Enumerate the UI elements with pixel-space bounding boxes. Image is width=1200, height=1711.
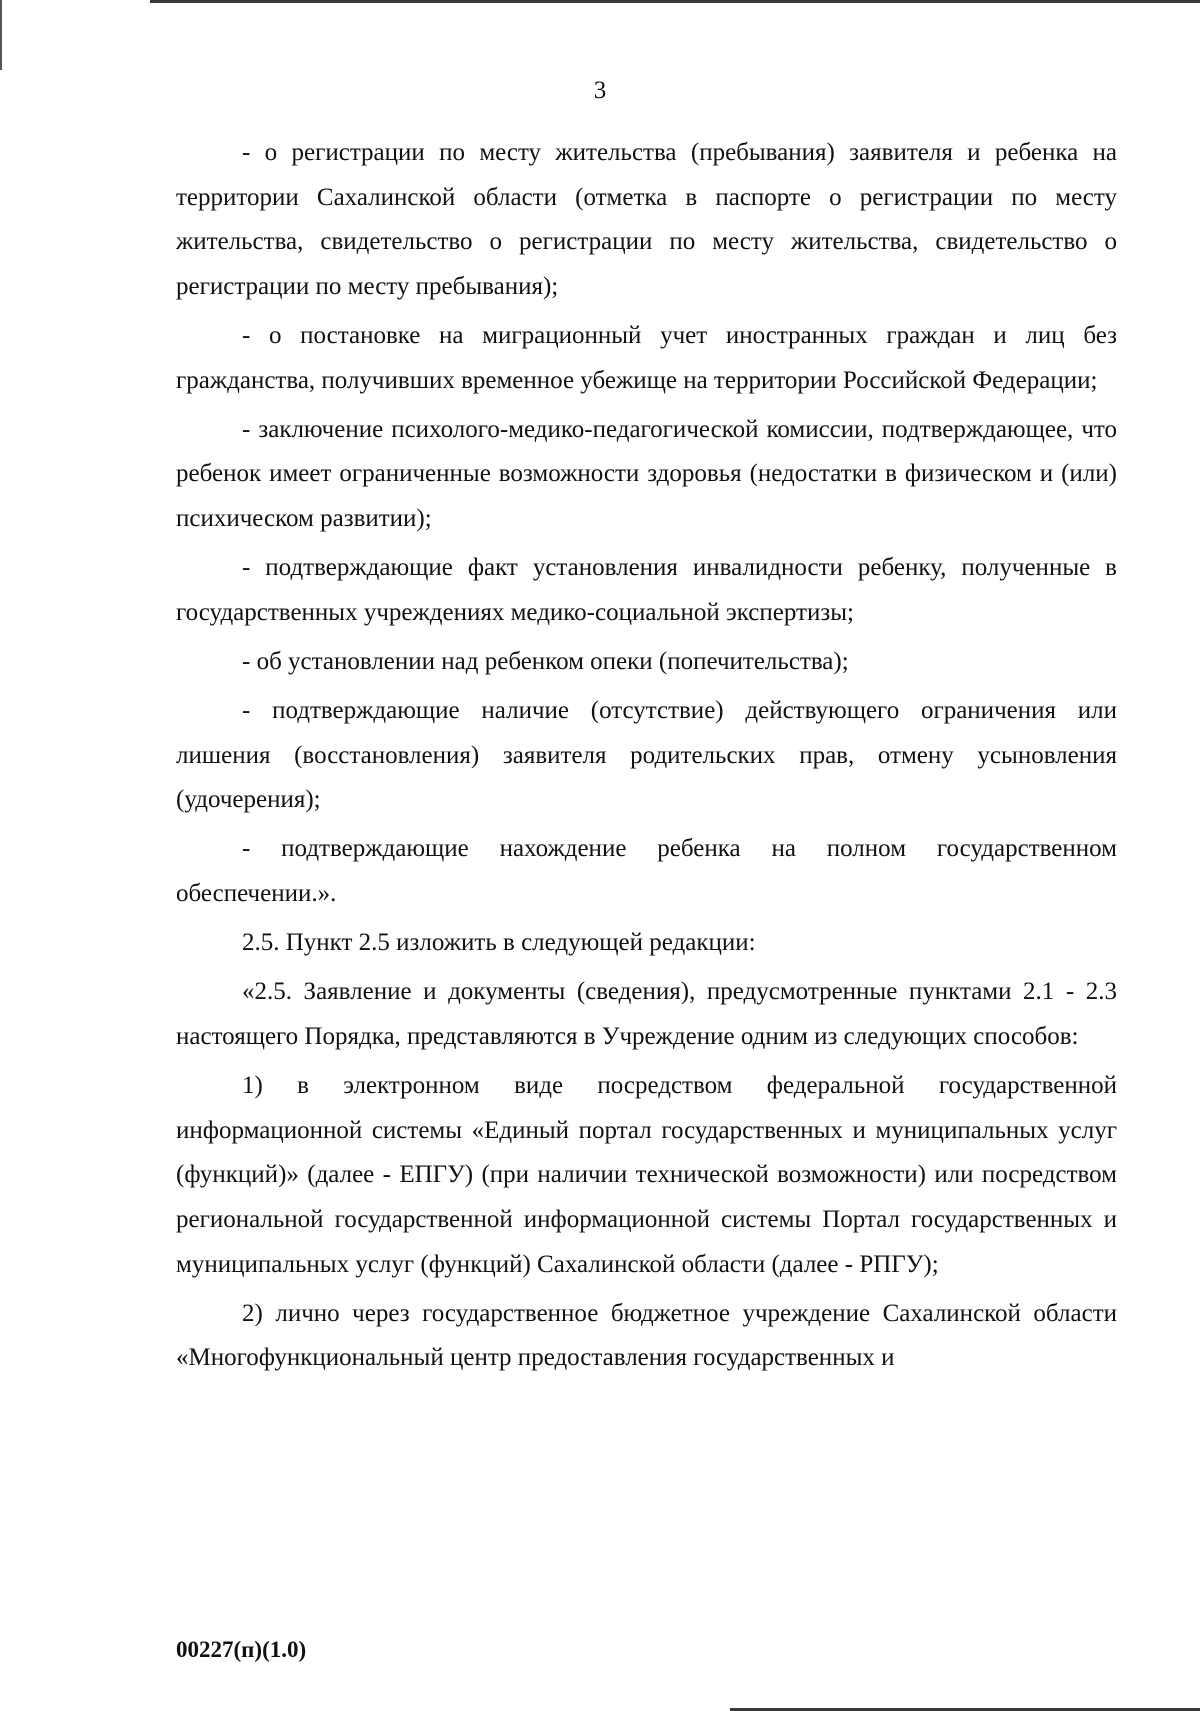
paragraph-disability: - подтверждающие факт установления инвалидности ребенку, полученные в государственных учреждениях медико-социальной экспертизы; bbox=[176, 554, 1117, 626]
page-number: 3 bbox=[593, 77, 607, 104]
scan-border-top bbox=[150, 0, 1200, 3]
paragraph-residence-registration: - о регистрации по месту жительства (пребывания) заявителя и ребенка на территории Сахалинской области (отметка в паспорте о регистрации по месту жительства, свидетельство о регистрации по месту жительства, свидетельство о регистрации по месту пребывания); bbox=[176, 139, 1117, 300]
scan-border-left bbox=[0, 0, 2, 70]
paragraph-migration-registration: - о постановке на миграционный учет иностранных граждан и лиц без гражданства, получивших временное убежище на территории Российской Федерации; bbox=[176, 321, 1117, 394]
document-body bbox=[176, 131, 1117, 1386]
paragraph-method-in-person: 2) лично через государственное бюджетное учреждение Сахалинской области «Многофункциональный центр предоставления государственных и bbox=[176, 1299, 1117, 1372]
document-code: 00227(п)(1.0) bbox=[176, 1637, 307, 1662]
paragraph-pmpk-conclusion: - заключение психолого-медико-педагогической комиссии, подтверждающее, что ребенок имеет ограниченные возможности здоровья (недостатки в физическом и (или) психическом развитии); bbox=[176, 415, 1117, 532]
paragraph-item-2-5-heading: 2.5. Пункт 2.5 изложить в следующей редакции: bbox=[242, 929, 756, 957]
paragraph-method-electronic: 1) в электронном виде посредством федеральной государственной информационной системы «Единый портал государственных и муниципальных услуг (функций)» (далее - ЕПГУ) (при наличии технической возможности) или посредством региональной государственной информационной системы Портал государственных и муниципальных услуг (функций) Сахалинской области (далее - РПГУ); bbox=[176, 1072, 1117, 1278]
paragraph-item-2-5-text: «2.5. Заявление и документы (сведения), предусмотренные пунктами 2.1 - 2.3 настоящего Порядка, представляются в Учреждение одним из следующих способов: bbox=[176, 978, 1117, 1051]
paragraph-state-support: - подтверждающие нахождение ребенка на полном государственном обеспечении.». bbox=[176, 835, 1117, 908]
paragraph-guardianship: - об установлении над ребенком опеки (попечительства); bbox=[242, 647, 849, 675]
paragraph-parental-rights: - подтверждающие наличие (отсутствие) действующего ограничения или лишения (восстановления) заявителя родительских прав, отмену усыновления (удочерения); bbox=[176, 697, 1117, 814]
